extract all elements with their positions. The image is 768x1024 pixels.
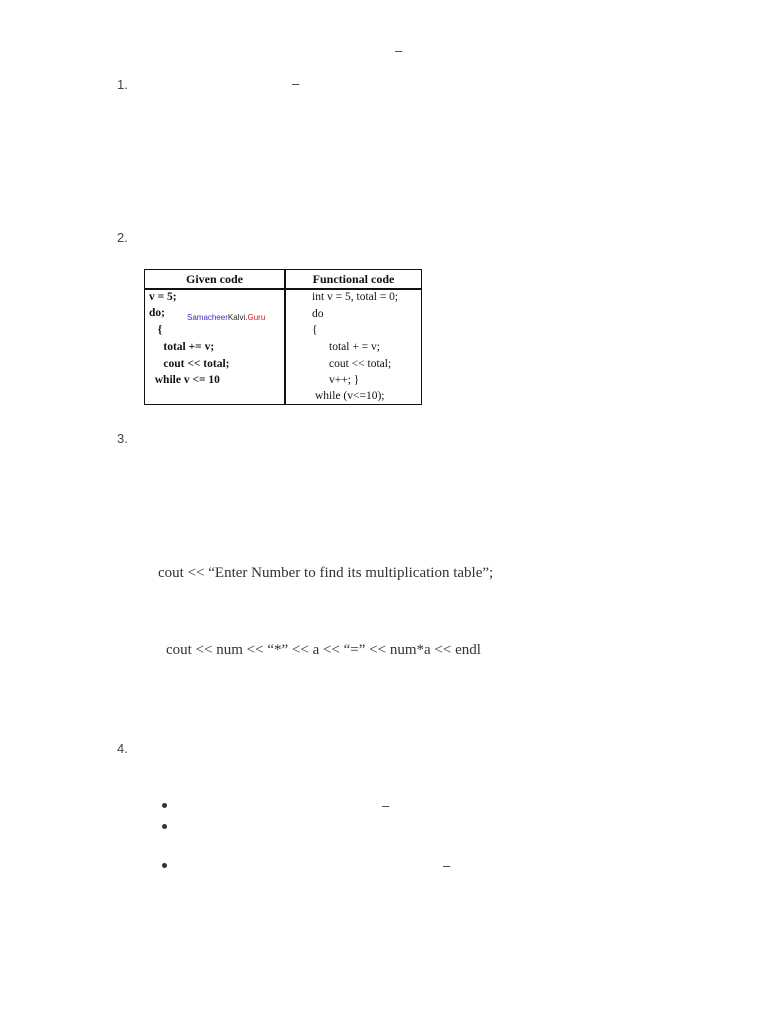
given-code-line: while v <= 10 xyxy=(149,374,220,386)
code-comparison-table xyxy=(144,269,422,405)
bullet-dash: – xyxy=(443,858,451,873)
given-code-line: do; xyxy=(149,307,165,319)
bullet-dash: – xyxy=(382,798,390,813)
functional-code-line: cout << total; xyxy=(329,358,392,370)
functional-code-line: total + = v; xyxy=(329,341,380,353)
given-code-line: total += v; xyxy=(149,341,215,353)
table-header-given-code: Given code xyxy=(186,272,243,286)
table-header-divider xyxy=(145,288,421,290)
code-line-output: cout << num << “*” << a << “=” << num*a << endl xyxy=(166,642,481,658)
functional-code-line: v++; } xyxy=(329,374,360,386)
question-number-3: 3. xyxy=(117,431,128,446)
question-number-1: 1. xyxy=(117,77,128,92)
given-code-line: cout << total; xyxy=(149,358,230,370)
watermark-logo: SamacheerKalvi.Guru xyxy=(187,313,266,322)
code-line-prompt: cout << “Enter Number to find its multiplication table”; xyxy=(158,565,494,581)
table-header-functional-code: Functional code xyxy=(312,272,395,286)
functional-code-line: do xyxy=(312,308,324,320)
bullet-point xyxy=(162,803,167,808)
header-dash: – xyxy=(395,43,403,58)
question-number-4: 4. xyxy=(117,741,128,756)
bullet-point xyxy=(162,824,167,829)
bullet-point xyxy=(162,863,167,868)
question-number-2: 2. xyxy=(117,230,128,245)
functional-code-line: int v = 5, total = 0; xyxy=(312,291,399,303)
question-1-dash: – xyxy=(292,76,300,91)
functional-code-line: { xyxy=(312,324,318,336)
functional-code-line: while (v<=10); xyxy=(315,390,385,402)
given-code-line: v = 5; xyxy=(149,291,177,303)
table-column-divider xyxy=(284,270,286,404)
given-code-line: { xyxy=(149,324,163,336)
